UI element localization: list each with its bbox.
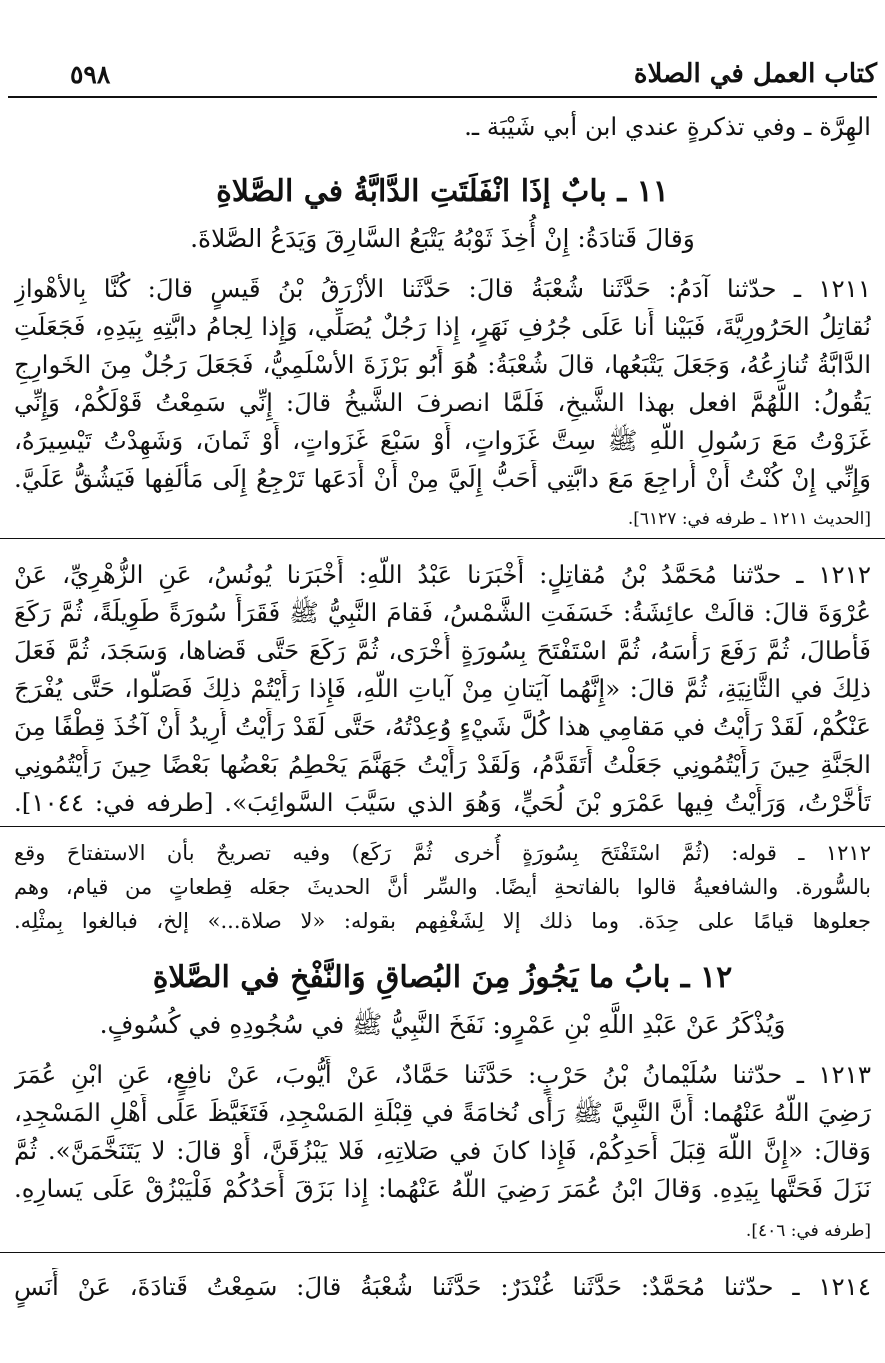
hadith-1214-line: ١٢١٤ ـ حدّثنا مُحَمَّدٌ: حَدَّثَنا غُنْدَرٌ: حَدَّثَنا شُعْبَةُ قالَ: سَمِعْتُ قَتادَةَ، عَنْ أَنَسٍ (14, 1272, 871, 1301)
hadith-1211-line: وَإِنِّي إِنْ كُنْتُ أَنْ أُراجِعَ مَعَ دابَّتِي أَحَبُّ إِلَيَّ مِنْ أَنْ أَدَعَها تَرْجِعُ إِلَى مَأْلَفِها فَيَشُقُّ عَلَيَّ. (14, 464, 871, 493)
hadith-1211-line: ١٢١١ ـ حدّثنا آدَمُ: حَدَّثَنا شُعْبَةُ قالَ: حَدَّثَنا الأزْرَقُ بْنُ قَيسٍ قالَ: كُنَّا بِالأهْوازِ (14, 274, 871, 303)
divider (0, 1252, 885, 1253)
hadith-1213-line: نَزَلَ فَحَتَّها بِيَدِهِ. وَقالَ ابْنُ عُمَرَ رَضِيَ اللَّهُ عَنْهُما: إِذا بَزَقَ أَحَدُكُمْ فَلْيَبْزُقْ عَلَى يَسارِهِ. (14, 1174, 871, 1203)
page-header (8, 52, 877, 98)
commentary-1212-line: بالسُّورة. والشافعيةُ قالوا بالفاتحةِ أيضًا. والسِّر أنَّ الحديثَ جعَله قِطعاتٍ من قيام، وهم (14, 875, 871, 899)
intro-line: الهِرَّة ـ وفي تذكرةٍ عندي ابن أبي شَيْبَة ـ. (464, 112, 871, 141)
hadith-1213-line: ١٢١٣ ـ حدّثنا سُلَيْمانُ بْنُ حَرْبٍ: حَدَّثَنا حَمَّادٌ، عَنْ أَيُّوبَ، عَنْ نافِعٍ، عَنِ ابْنِ عُمَرَ (14, 1060, 871, 1089)
hadith-1212-line: الجَنَّةِ حِينَ رَأَيْتُمُونِي جَعَلْتُ أَتَقَدَّمُ، وَلَقَدْ رَأَيْتُ جَهَنَّمَ يَحْطِمُ بَعْضُها بَعْضًا حِينَ رَأَيْتُمُونِي (14, 750, 871, 779)
commentary-1212-line: ١٢١٢ ـ قوله: (ثُمَّ اسْتَفْتَحَ بِسُورَةٍ أُخرى ثُمَّ رَكَع) وفيه تصريحٌ بأن الاستفتاحَ وقع (14, 841, 871, 865)
chapter-11-subheading: وَقالَ قَتادَةُ: إِنْ أُخِذَ ثَوْبُهُ يَتْبَعُ السَّارِقَ وَيَدَعُ الصَّلاةَ. (190, 224, 695, 253)
hadith-1211-line: نُقاتِلُ الحَرُورِيَّةَ، فَبَيْنا أَنا عَلَى جُرُفِ نَهَرٍ، إِذا رَجُلٌ يُصَلِّي، وَإِذا لِجامُ دابَّتِهِ بِيَدِهِ، فَجَعَلَتِ (14, 312, 871, 341)
hadith-1212-line: فَأَطالَ، ثُمَّ رَفَعَ رَأْسَهُ، ثُمَّ اسْتَفْتَحَ بِسُورَةٍ أُخْرَى، ثُمَّ رَكَعَ حَتَّى قَضاها، وَسَجَدَ، ثُمَّ فَعَلَ (14, 636, 871, 665)
chapter-12-subheading: وَيُذْكَرُ عَنْ عَبْدِ اللَّهِ بْنِ عَمْرٍو: نَفَخَ النَّبِيُّ ﷺ في سُجُودِهِ في كُسُوفٍ. (99, 1010, 786, 1039)
hadith-1213-reference: [طرفه في: ٤٠٦]. (745, 1221, 871, 1241)
hadith-1212-line: عَنْكُمْ، لَقَدْ رَأَيْتُ في مَقامِي هذا كُلَّ شَيْءٍ وُعِدْتُهُ، حَتَّى لَقَدْ رَأَيْتُ أُرِيدُ أَنْ آخُذَ قِطْفًا مِنَ (14, 712, 871, 741)
hadith-1211-line: الدَّابَّةُ تُنازِعُهُ، وَجَعَلَ يَتْبَعُها، قالَ شُعْبَةُ: هُوَ أَبُو بَرْزَةَ الأسْلَمِيُّ، فَجَعَلَ رَجُلٌ مِنَ الخَوارِجِ (14, 350, 871, 379)
page-number: ٥٩٨ (70, 59, 111, 89)
chapter-11-heading: ١١ ـ بابٌ إذَا انْفَلَتَتِ الدَّابَّةُ في الصَّلاةِ (216, 174, 669, 209)
chapter-12-heading: ١٢ ـ بابُ ما يَجُوزُ مِنَ البُصاقِ وَالنَّفْخِ في الصَّلاةِ (152, 960, 733, 995)
hadith-1211-line: يَقُولُ: اللَّهُمَّ افعل بهذا الشَّيخِ، فَلَمَّا انصرفَ الشَّيخُ قالَ: إِنِّي سَمِعْتُ قَوْلَكُمْ، وَإِنِّي (14, 388, 871, 417)
hadith-1211-reference: [الحديث ١٢١١ ـ طرفه في: ٦١٢٧]. (627, 509, 871, 529)
running-title: كتاب العمل في الصلاة (633, 59, 877, 89)
hadith-1212-line: تَأَخَّرْتُ، وَرَأَيْتُ فِيها عَمْرَو بْنَ لُحَيٍّ، وَهُوَ الذي سَيَّبَ السَّوائِبَ». [طرفه في: ١٠٤٤]. (14, 788, 871, 817)
divider (0, 826, 885, 827)
hadith-1212-line: ١٢١٢ ـ حدّثنا مُحَمَّدُ بْنُ مُقاتِلٍ: أَخْبَرَنا عَبْدُ اللَّهِ: أَخْبَرَنا يُونُسُ، عَنِ الزُّهْرِيِّ، عَنْ (14, 560, 871, 589)
commentary-1212-line: جعلوها قيامًا على حِدَة. وما ذلك إلا لِشَغْفِهم بقوله: «لا صلاة...» إلخ، فبالغوا بِمثْلِه. (14, 909, 871, 933)
hadith-1211-line: غَزَوْتُ مَعَ رَسُولِ اللَّهِ ﷺ سِتَّ غَزَواتٍ، أَوْ سَبْعَ غَزَواتٍ، أَوْ ثَمانَ، وَشَهِدْتُ تَيْسِيرَهُ، (14, 426, 871, 455)
hadith-1213-line: وَقالَ: «إِنَّ اللَّهَ قِبَلَ أَحَدِكُمْ، فَإِذا كانَ في صَلاتِهِ، فَلا يَبْزُقَنَّ، أَوْ قالَ: لا يَتَنَخَّمَنَّ». ثُمَّ (14, 1136, 871, 1165)
hadith-1213-line: رَضِيَ اللَّهُ عَنْهُما: أَنَّ النَّبِيَّ ﷺ رَأَى نُخامَةً في قِبْلَةِ المَسْجِدِ، فَتَغَيَّظَ عَلَى أَهْلِ المَسْجِدِ، (14, 1098, 871, 1127)
hadith-1212-line: ذلِكَ في الثَّانِيَةِ، ثُمَّ قالَ: «إِنَّهُما آيَتانِ مِنْ آياتِ اللَّهِ، فَإِذا رَأَيْتُمْ ذلِكَ فَصَلُّوا، حَتَّى يُفْرَجَ (14, 674, 871, 703)
divider (0, 538, 885, 539)
hadith-1212-line: عُرْوَةَ قالَ: قالَتْ عائِشَةُ: خَسَفَتِ الشَّمْسُ، فَقامَ النَّبِيُّ ﷺ فَقَرَأَ سُورَةً طَوِيلَةً، ثُمَّ رَكَعَ (14, 598, 871, 627)
